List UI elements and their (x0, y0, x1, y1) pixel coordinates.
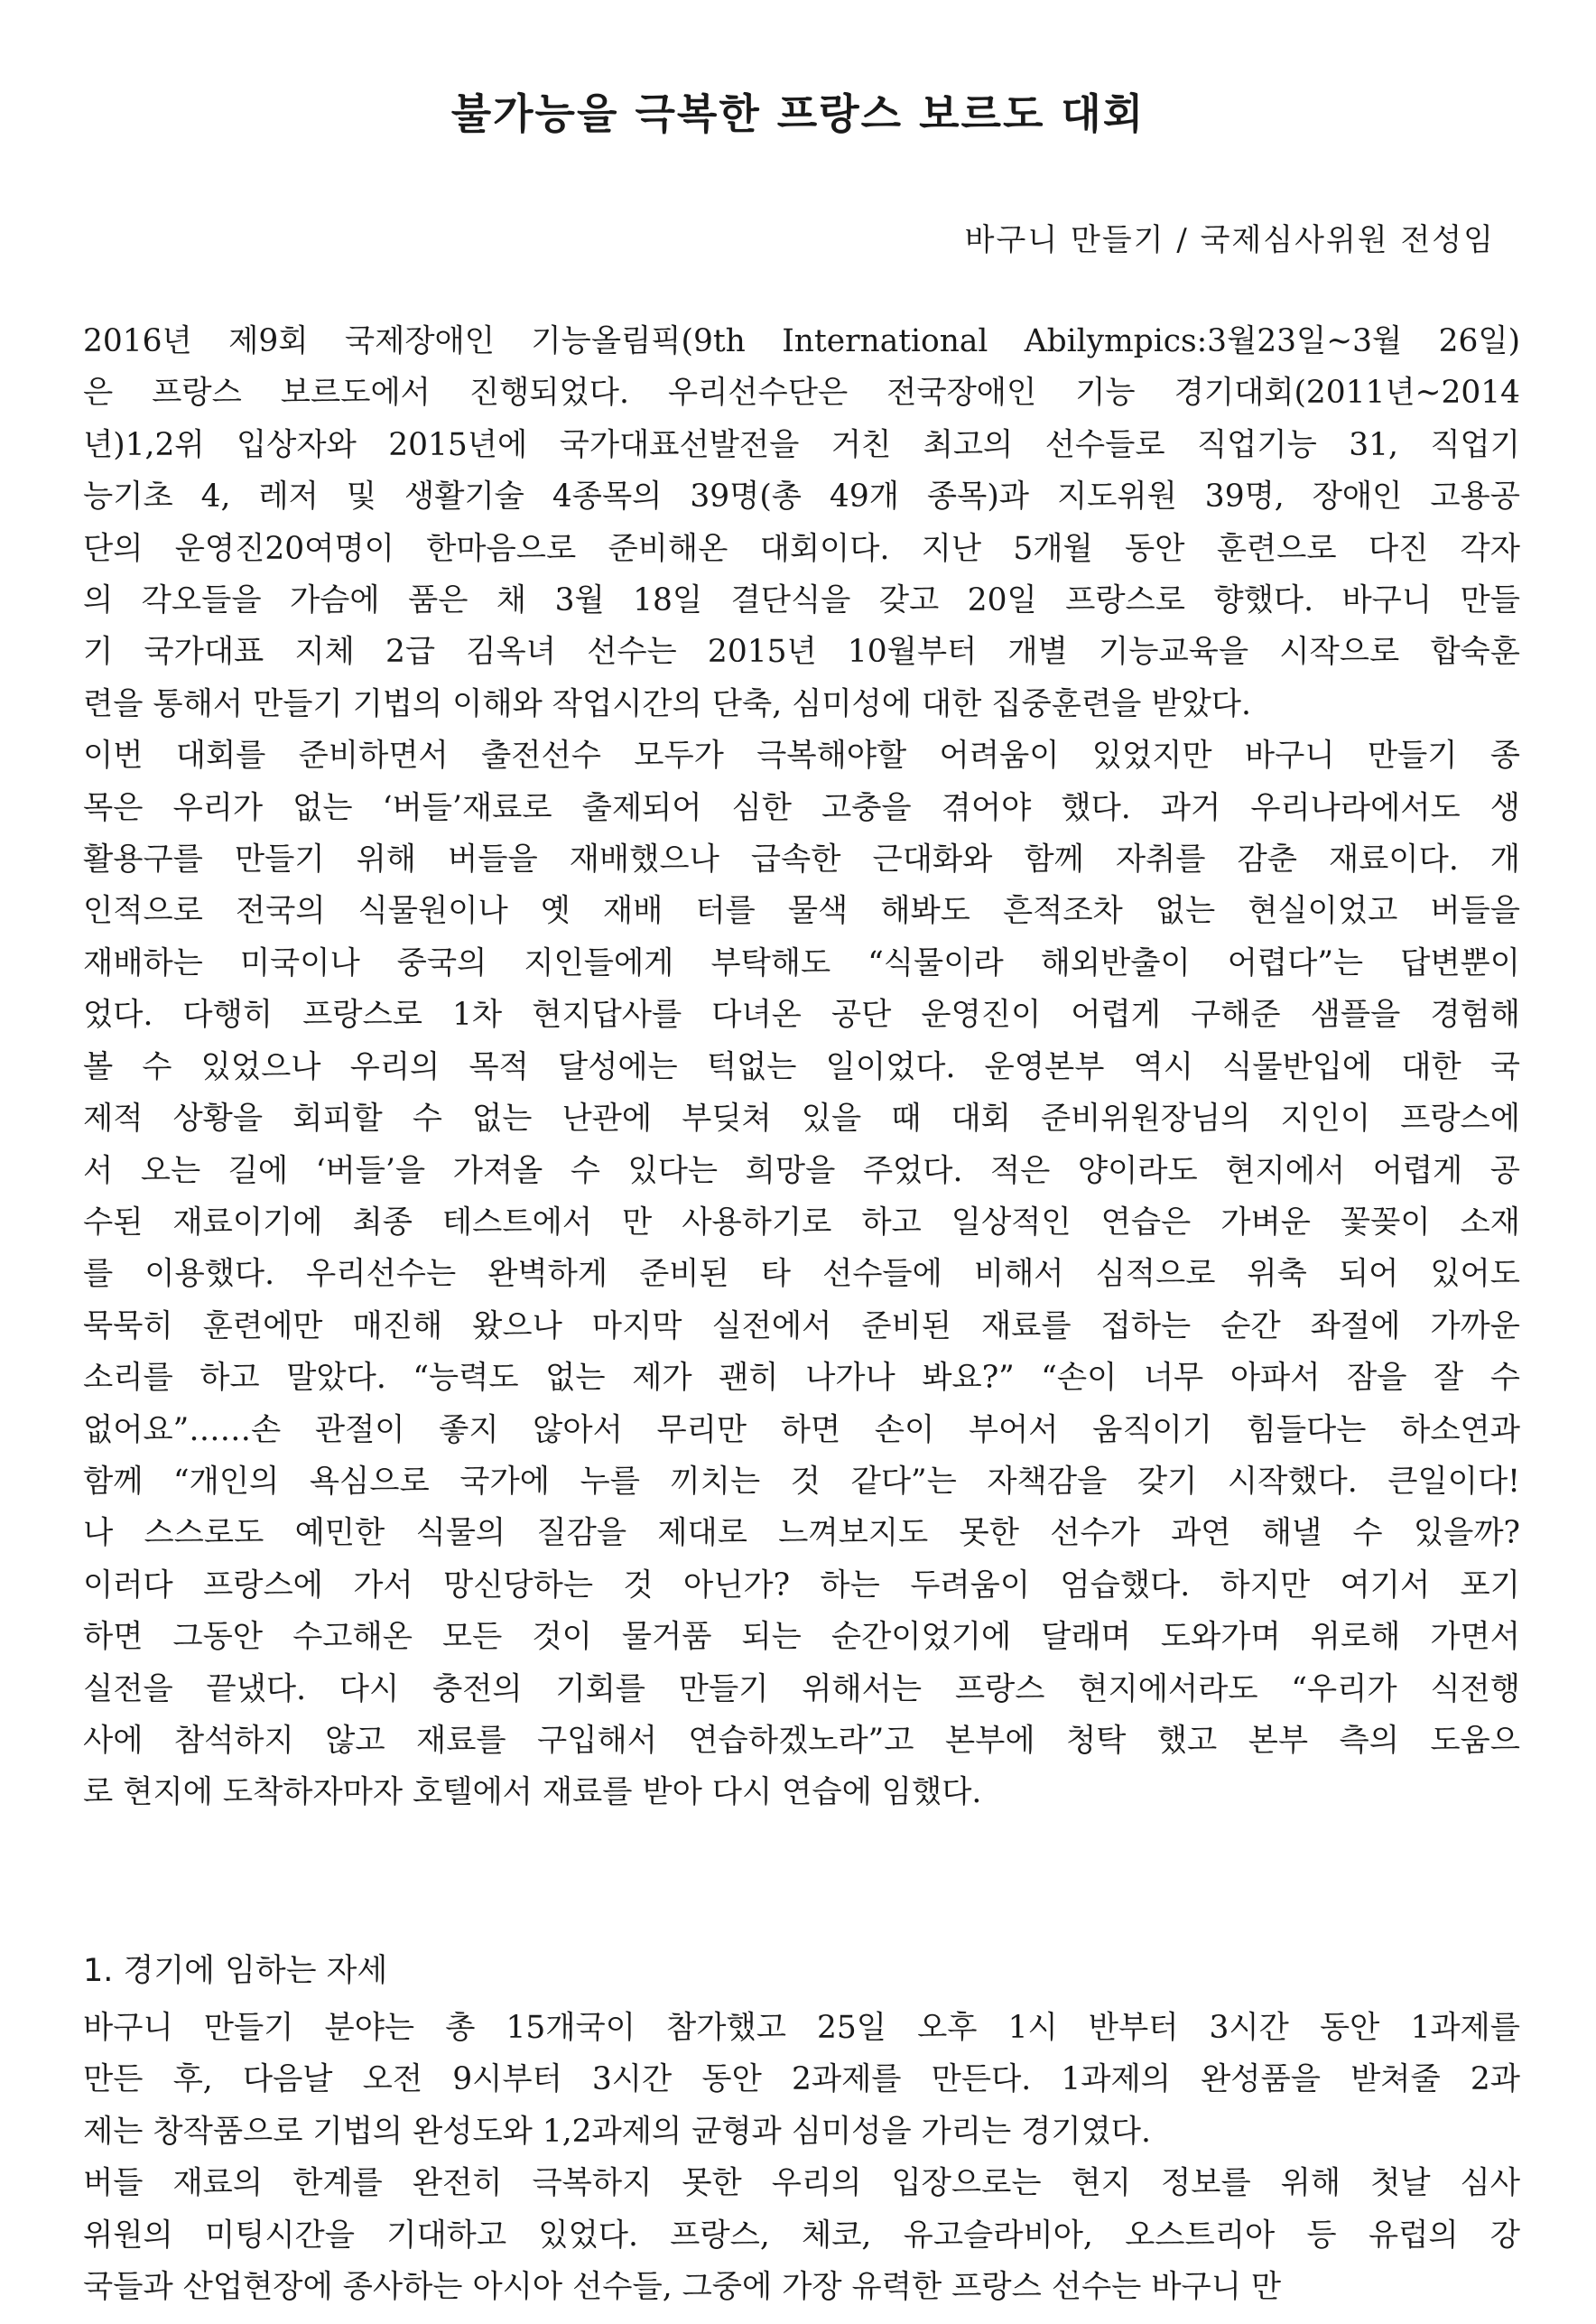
text-line: 소리를 하고 말았다. “능력도 없는 제가 괜히 나가나 봐요?” “손이 너무 아파서 잠을 잘 수 (83, 1360, 1520, 1397)
text-line: 국들과 산업현장에 종사하는 아시아 선수들, 그중에 가장 유력한 프랑스 선수는 바구니 만 (83, 2269, 1282, 2306)
text-line: 2016년 제9회 국제장애인 기능올림픽(9th International Abilympics:3월23일~3월 26일) (83, 323, 1520, 359)
section-heading: 1. 경기에 임하는 자세 (83, 1953, 388, 1989)
text-line: 능기초 4, 레저 및 생활기술 4종목의 39명(총 49개 종목)과 지도위원 39명, 장애인 고용공 (83, 479, 1520, 516)
intro-paragraphs (83, 316, 1520, 1819)
text-line: 련을 통해서 만들기 기법의 이해와 작업시간의 단축, 심미성에 대한 집중훈련을 받았다. (83, 685, 1251, 722)
text-line: 볼 수 있었으나 우리의 목적 달성에는 턱없는 일이었다. 운영본부 역시 식물반입에 대한 국 (83, 1048, 1520, 1085)
text-line: 실전을 끝냈다. 다시 충전의 기회를 만들기 위해서는 프랑스 현지에서라도 “우리가 식전행 (83, 1670, 1520, 1707)
text-line: 제는 창작품으로 기법의 완성도와 1,2과제의 균형과 심미성을 가리는 경기였다. (83, 2113, 1151, 2150)
text-line: 의 각오들을 가슴에 품은 채 3월 18일 결단식을 갖고 20일 프랑스로 향했다. 바구니 만들 (83, 582, 1520, 619)
text-line: 버들 재료의 한계를 완전히 극복하지 못한 우리의 입장으로는 현지 정보를 위해 첫날 심사 (83, 2165, 1520, 2202)
text-line: 이번 대회를 준비하면서 출전선수 모두가 극복해야할 어려움이 있었지만 바구니 만들기 종 (83, 738, 1520, 775)
text-line: 재배하는 미국이나 중국의 지인들에게 부탁해도 “식물이라 해외반출이 어렵다”는 답변뿐이 (83, 944, 1520, 981)
text-line: 제적 상황을 회피할 수 없는 난관에 부딪쳐 있을 때 대회 준비위원장님의 지인이 프랑스에 (83, 1101, 1520, 1138)
text-line: 은 프랑스 보르도에서 진행되었다. 우리선수단은 전국장애인 기능 경기대회(2011년~2014 (83, 375, 1520, 412)
text-line: 수된 재료이기에 최종 테스트에서 만 사용하기로 하고 일상적인 연습은 가벼운 꽃꽂이 소재 (83, 1204, 1520, 1241)
text-line: 년)1,2위 입상자와 2015년에 국가대표선발전을 거친 최고의 선수들로 직업기능 31, 직업기 (83, 426, 1520, 463)
text-line: 로 현지에 도착하자마자 호텔에서 재료를 받아 다시 연습에 임했다. (83, 1774, 982, 1811)
text-line: 를 이용했다. 우리선수는 완벽하게 준비된 타 선수들에 비해서 심적으로 위축 되어 있어도 (83, 1256, 1520, 1293)
text-line: 사에 참석하지 않고 재료를 구입해서 연습하겠노라”고 본부에 청탁 했고 본부 측의 도움으 (83, 1722, 1520, 1759)
text-line: 인적으로 전국의 식물원이나 옛 재배 터를 물색 해봐도 흔적조차 없는 현실이었고 버들을 (83, 893, 1520, 930)
text-line: 이러다 프랑스에 가서 망신당하는 것 아닌가? 하는 두려움이 엄습했다. 하지만 여기서 포기 (83, 1566, 1520, 1604)
text-line: 었다. 다행히 프랑스로 1차 현지답사를 다녀온 공단 운영진이 어렵게 구해준 샘플을 경험해 (83, 997, 1520, 1034)
text-line: 만든 후, 다음날 오전 9시부터 3시간 동안 2과제를 만든다. 1과제의 완성품을 받쳐줄 2과 (83, 2061, 1520, 2098)
text-line: 단의 운영진20여명이 한마음으로 준비해온 대회이다. 지난 5개월 동안 훈련으로 다진 각자 (83, 530, 1520, 567)
text-line: 없어요”……손 관절이 좋지 않아서 무리만 하면 손이 부어서 움직이기 힘들다는 하소연과 (83, 1411, 1520, 1448)
text-line: 하면 그동안 수고해온 모든 것이 물거품 되는 순간이었기에 달래며 도와가며 위로해 가면서 (83, 1619, 1520, 1656)
text-line: 묵묵히 훈련에만 매진해 왔으나 마지막 실전에서 준비된 재료를 접하는 순간 좌절에 가까운 (83, 1307, 1520, 1344)
text-line: 목은 우리가 없는 ‘버들’재료로 출제되어 심한 고충을 겪어야 했다. 과거 우리나라에서도 생 (83, 789, 1520, 826)
text-line: 함께 “개인의 욕심으로 국가에 누를 끼치는 것 같다”는 자책감을 갖기 시작했다. 큰일이다! (83, 1463, 1520, 1500)
text-line: 위원의 미팅시간을 기대하고 있었다. 프랑스, 체코, 유고슬라비아, 오스트리아 등 유럽의 강 (83, 2217, 1520, 2254)
text-line: 바구니 만들기 분야는 총 15개국이 참가했고 25일 오후 1시 반부터 3시간 동안 1과제를 (83, 2010, 1520, 2046)
text-line: 기 국가대표 지체 2급 김옥녀 선수는 2015년 10월부터 개별 기능교육을 시작으로 합숙훈 (83, 634, 1520, 671)
text-line: 서 오는 길에 ‘버들’을 가져올 수 있다는 희망을 주었다. 적은 양이라도 현지에서 어렵게 공 (83, 1152, 1520, 1189)
text-line: 활용구를 만들기 위해 버들을 재배했으나 급속한 근대화와 함께 자취를 감춘 재료이다. 개 (83, 841, 1520, 878)
author-byline: 바구니 만들기 / 국제심사위원 전성임 (964, 222, 1495, 258)
text-line: 나 스스로도 예민한 식물의 질감을 제대로 느껴보지도 못한 선수가 과연 해낼 수 있을까? (83, 1515, 1520, 1552)
section-paragraphs (83, 2003, 1520, 2313)
document-title: 불가능을 극복한 프랑스 보르도 대회 (450, 89, 1146, 138)
